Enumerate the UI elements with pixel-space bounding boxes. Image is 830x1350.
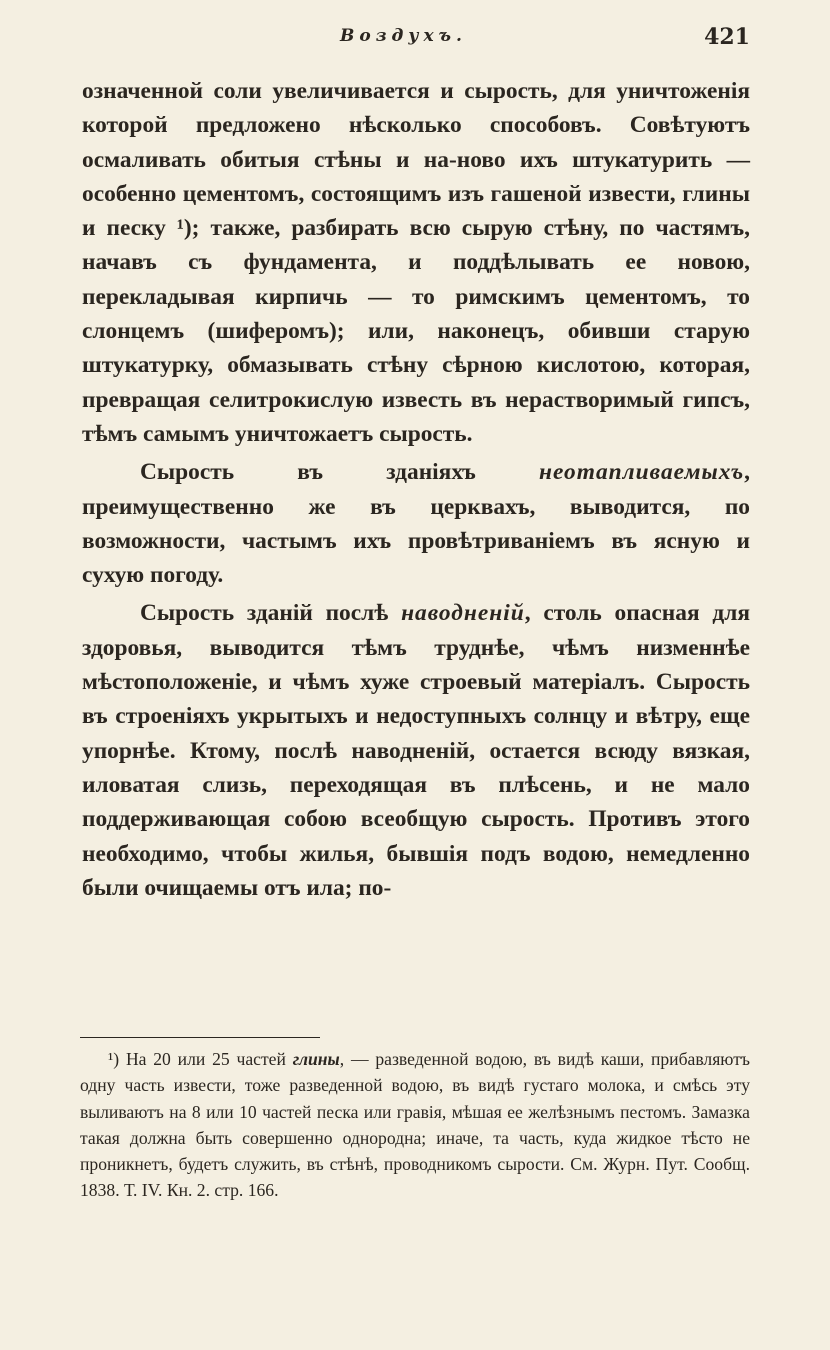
paragraph-2 — [82, 455, 750, 592]
footnote — [80, 1046, 750, 1204]
body-text — [82, 74, 750, 905]
running-head — [0, 24, 830, 54]
paragraph-3-lead: Сырость зданій послѣ — [140, 600, 389, 627]
footnote-separator — [80, 1037, 320, 1038]
paragraph-3 — [82, 596, 750, 905]
paragraph-3-emphasis: наводненій — [401, 600, 525, 627]
footnote-lead: ¹) На 20 или 25 частей — [108, 1049, 286, 1069]
paragraph-1: означенной соли увеличивается и сырость, для уничтоженія которой предложено нѣсколько способовъ. Совѣтуютъ осмаливать обитыя стѣны и на-ново ихъ штукатурить — особенно цементомъ, состоящимъ изъ гашеной извести, глины и песку ¹); также, разбирать всю сырую стѣну, по частямъ, начавъ съ фундамента, и поддѣлывать ее новою, перекладывая кирпичь — то римскимъ цементомъ, то слонцемъ (шиферомъ); или, наконецъ, обивши старую штукатурку, обмазывать стѣну сѣрною кислотою, которая, превращая селитрокислую известь въ нерастворимый гипсъ, тѣмъ самымъ уничтожаетъ сырость. — [82, 78, 750, 447]
running-head-title: Воздухъ. — [340, 26, 467, 46]
paragraph-2-lead: Сырость въ зданіяхъ — [140, 459, 476, 486]
paragraph-2-rest: , преимущественно же въ церквахъ, выводится, по возможности, частымъ ихъ провѣтриваніемъ въ ясную и сухую погоду. — [82, 459, 750, 589]
paragraph-2-emphasis: неотапливаемыхъ — [539, 459, 745, 486]
footnote-rest: , — разведенной водою, въ видѣ каши, прибавляютъ одну часть извести, тоже разведенной водою, въ видѣ густаго молока, и смѣсь эту выливаютъ на 8 или 10 частей песка или гравія, мѣшая ее желѣзнымъ пестомъ. Замазка такая должна быть совершенно однородна; иначе, та часть, куда жидкое тѣсто не проникнетъ, будетъ служить, въ стѣнѣ, проводникомъ сырости. См. Журн. Пут. Сообщ. 1838. Т. IV. Кн. 2. стр. 166. — [80, 1049, 750, 1201]
footnote-emphasis: глины — [292, 1049, 340, 1069]
paragraph-3-rest: , столь опасная для здоровья, выводится тѣмъ труднѣе, чѣмъ низменнѣе мѣстоположеніе, и чѣмъ хуже строевый матеріалъ. Сырость въ строеніяхъ укрытыхъ и недоступныхъ солнцу и вѣтру, еще упорнѣе. Ктому, послѣ наводненій, остается всюду вязкая, иловатая слизь, переходящая въ плѣсень, и не мало поддерживающая собою всеобщую сырость. Противъ этого необходимо, чтобы жилья, бывшія подъ водою, немедленно были очищаемы отъ ила; по- — [82, 600, 750, 901]
page-number: 421 — [704, 24, 750, 50]
